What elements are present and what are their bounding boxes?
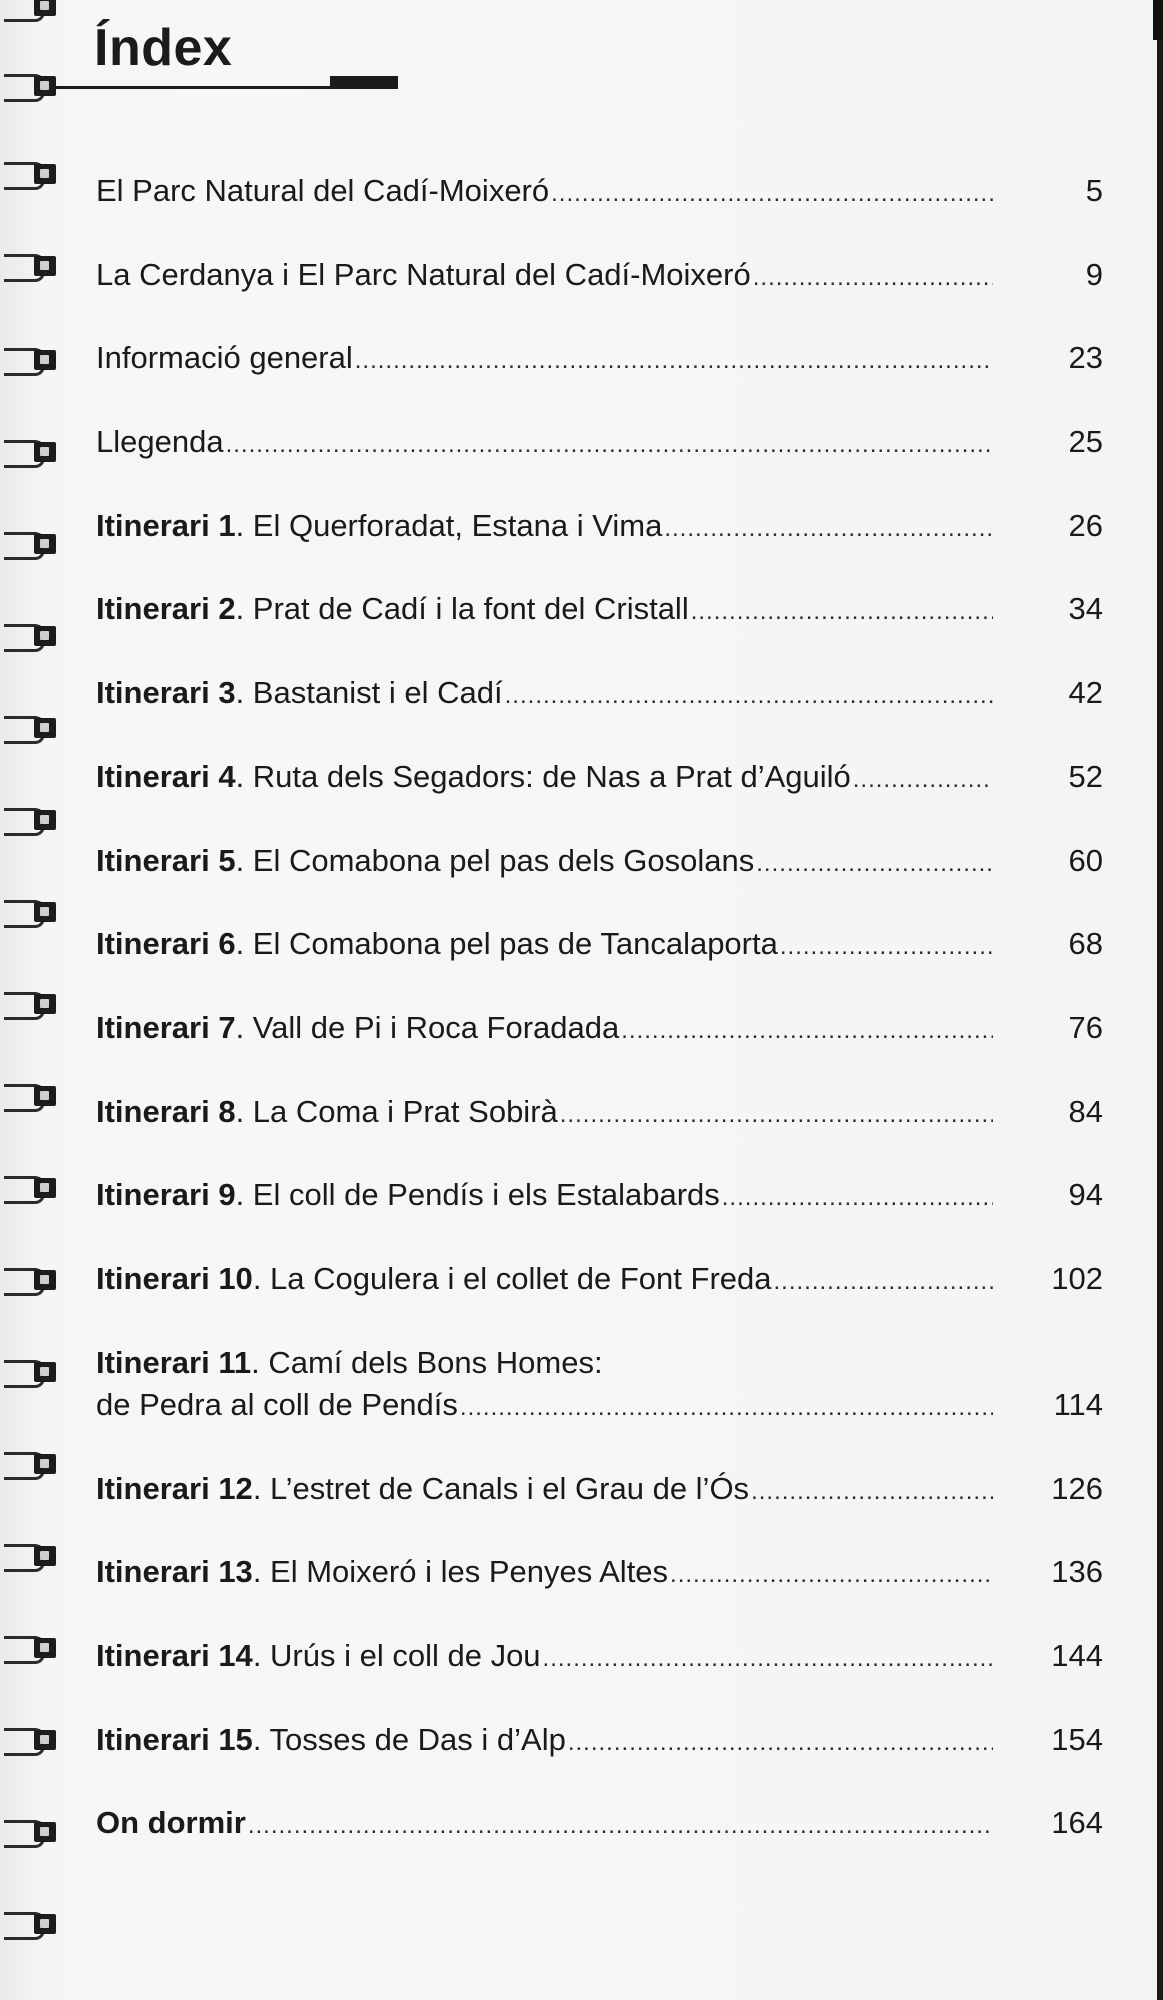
toc-page-number: 102 (1051, 1260, 1103, 1296)
binding-ring (4, 1812, 60, 1850)
toc-entry-line (96, 588, 1103, 633)
toc-entry-line (96, 1635, 1103, 1680)
toc-entry (96, 244, 1103, 328)
toc-entry-text (96, 840, 754, 882)
toc-entry-line (96, 1468, 1103, 1513)
dot-leader (505, 675, 993, 717)
toc-entry-line (96, 1091, 1103, 1136)
dot-leader (543, 1638, 993, 1680)
toc-entry-line (96, 337, 1103, 382)
toc-entry-text (96, 505, 662, 547)
toc-entry (96, 1081, 1103, 1165)
toc-entry-text (96, 1551, 668, 1593)
toc-entry-title: . Camí dels Bons Homes: (251, 1344, 603, 1380)
dot-leader (621, 1010, 993, 1052)
toc-entry-title: . L’estret de Canals i el Grau de l’Ós (252, 1470, 750, 1506)
dot-leader (670, 1554, 993, 1596)
toc-page-number: 68 (1068, 926, 1103, 962)
page-title: Índex (94, 19, 233, 77)
binding-ring (4, 616, 60, 654)
toc-entry-prefix: Itinerari 8 (96, 1093, 236, 1129)
dot-leader (226, 424, 993, 466)
toc-entry-text (96, 1174, 720, 1216)
toc-page-number: 154 (1051, 1721, 1103, 1757)
toc-entry-prefix: Itinerari 4 (96, 758, 236, 794)
toc-entry-line (96, 505, 1103, 550)
toc-entry (96, 160, 1103, 244)
toc-entry-prefix: Itinerari 13 (96, 1554, 253, 1590)
toc-entry-title: . El Comabona pel pas de Tancalaporta (235, 926, 778, 962)
toc-page-number: 9 (1085, 256, 1103, 292)
toc-page-number: 26 (1068, 507, 1103, 543)
toc-entry-title: . Urús i el coll de Jou (252, 1638, 541, 1673)
dot-leader (460, 1387, 993, 1429)
toc-entry (96, 1625, 1103, 1709)
binding-ring (4, 1260, 60, 1298)
toc-entry-line (96, 923, 1103, 968)
binding-ring (4, 66, 60, 104)
table-of-contents (96, 160, 1103, 1876)
toc-entry-title: . Vall de Pi i Roca Foradada (235, 1009, 620, 1045)
page-edge (1157, 0, 1163, 2000)
title-underline-accent (330, 76, 398, 89)
binding-ring (4, 1628, 60, 1666)
dot-leader (722, 1177, 993, 1219)
toc-entry-text (96, 170, 549, 212)
dot-leader (568, 1722, 993, 1764)
toc-entry-line (96, 1719, 1103, 1764)
binding-ring (4, 708, 60, 746)
toc-entry-line (96, 1258, 1103, 1303)
toc-entry-title: . Prat de Cadí i la font del Cristall (235, 591, 689, 627)
toc-entry-text (96, 1091, 558, 1133)
toc-page-number: 126 (1051, 1470, 1103, 1506)
toc-entry-text (96, 1468, 749, 1510)
dot-leader (691, 591, 993, 633)
toc-entry-prefix: Itinerari 1 (96, 507, 236, 543)
toc-entry-prefix: Itinerari 11 (96, 1344, 252, 1380)
binding-ring (4, 340, 60, 378)
dot-leader (355, 340, 993, 382)
toc-entry-first-line (96, 1342, 1076, 1384)
toc-entry-prefix: Itinerari 5 (96, 842, 236, 878)
toc-entry-text (96, 756, 851, 798)
toc-entry-prefix: Itinerari 7 (96, 1009, 236, 1045)
toc-entry-title: . El coll de Pendís i els Estalabards (235, 1177, 720, 1213)
toc-entry (96, 1541, 1103, 1625)
toc-entry-text (96, 588, 689, 630)
toc-entry-line (96, 1384, 1103, 1429)
toc-entry (96, 997, 1103, 1081)
toc-entry-prefix: Itinerari 3 (96, 675, 236, 711)
toc-entry-line (96, 1007, 1103, 1052)
toc-entry-title: Llegenda (96, 424, 224, 460)
toc-entry-title: El Parc Natural del Cadí-Moixeró (96, 173, 550, 208)
toc-entry-title: . Tosses de Das i d’Alp (252, 1721, 566, 1757)
dot-leader (248, 1805, 993, 1847)
toc-entry-line (96, 1551, 1103, 1596)
toc-entry-prefix: Itinerari 15 (96, 1721, 253, 1757)
toc-entry-title: . Ruta dels Segadors: de Nas a Prat d’Aguiló (235, 758, 851, 794)
toc-entry-prefix: On dormir (96, 1805, 246, 1841)
binding-ring (4, 1168, 60, 1206)
toc-entry-text (96, 1384, 458, 1426)
dot-leader (774, 1261, 994, 1303)
dot-leader (780, 926, 993, 968)
toc-entry (96, 830, 1103, 914)
toc-entry (96, 913, 1103, 997)
toc-entry-title: La Cerdanya i El Parc Natural del Cadí-Moixeró (96, 256, 751, 292)
toc-page-number: 84 (1068, 1093, 1103, 1129)
binding-ring (4, 1536, 60, 1574)
page-edge-tick (1153, 0, 1163, 40)
binding-ring (4, 1444, 60, 1482)
toc-entry-text (96, 421, 224, 463)
binding-ring (4, 984, 60, 1022)
toc-page-number: 23 (1068, 340, 1103, 376)
dot-leader (751, 1471, 993, 1513)
toc-entry-line (96, 421, 1103, 466)
toc-page-number: 42 (1068, 675, 1103, 711)
toc-entry-line (96, 1174, 1103, 1219)
binding-ring (4, 800, 60, 838)
binding-ring (4, 524, 60, 562)
binding-ring (4, 246, 60, 284)
toc-entry-prefix: Itinerari 14 (96, 1638, 253, 1673)
binding-ring (4, 0, 60, 24)
toc-entry-text (96, 672, 503, 714)
toc-entry-prefix: Itinerari 6 (96, 926, 236, 962)
toc-entry-text (96, 1635, 541, 1677)
binding-ring (4, 1076, 60, 1114)
dot-leader (853, 759, 993, 801)
binding-ring (4, 892, 60, 930)
toc-entry-text (96, 923, 778, 965)
dot-leader (551, 173, 993, 215)
binding-ring (4, 1352, 60, 1390)
toc-entry (96, 1248, 1103, 1332)
toc-entry-line (96, 1802, 1103, 1847)
toc-page-number: 5 (1085, 173, 1103, 208)
toc-entry (96, 662, 1103, 746)
toc-entry-prefix: Itinerari 9 (96, 1177, 236, 1213)
toc-entry-text (96, 1007, 619, 1049)
binding-ring (4, 1720, 60, 1758)
toc-entry-title: . El Moixeró i les Penyes Altes (252, 1554, 669, 1590)
toc-entry-line (96, 254, 1103, 299)
toc-page-number: 52 (1068, 758, 1103, 794)
dot-leader (560, 1094, 993, 1136)
toc-entry-title-continued: de Pedra al coll de Pendís (96, 1386, 458, 1422)
dot-leader (756, 843, 993, 885)
toc-page-number: 136 (1051, 1554, 1103, 1590)
toc-page-number: 34 (1068, 591, 1103, 627)
toc-entry-text (96, 337, 353, 379)
toc-page-number: 114 (1053, 1386, 1103, 1422)
toc-entry-prefix: Itinerari 2 (96, 591, 236, 627)
toc-entry-prefix: Itinerari 10 (96, 1260, 253, 1296)
binding-ring (4, 154, 60, 192)
toc-page-number: 25 (1068, 424, 1103, 460)
toc-entry (96, 1164, 1103, 1248)
toc-entry (96, 1458, 1103, 1542)
toc-entry (96, 578, 1103, 662)
toc-entry-text (96, 254, 751, 296)
toc-entry (96, 1792, 1103, 1876)
toc-entry (96, 746, 1103, 830)
toc-entry-text (96, 1258, 772, 1300)
binding-ring (4, 1904, 60, 1942)
toc-entry (96, 1709, 1103, 1793)
toc-entry-line (96, 840, 1103, 885)
dot-leader (664, 508, 993, 550)
toc-entry-line (96, 170, 1103, 215)
toc-entry (96, 495, 1103, 579)
toc-entry-line (96, 756, 1103, 801)
toc-page-number: 94 (1068, 1177, 1103, 1213)
binding-ring (4, 432, 60, 470)
toc-entry-text (96, 1802, 246, 1844)
toc-entry-line (96, 672, 1103, 717)
toc-entry-title: . La Coma i Prat Sobirà (235, 1093, 558, 1129)
toc-entry (96, 327, 1103, 411)
toc-page-number: 60 (1068, 842, 1103, 878)
toc-entry-title: . Bastanist i el Cadí (235, 675, 503, 711)
toc-page-number: 144 (1051, 1638, 1103, 1673)
dot-leader (753, 257, 993, 299)
toc-entry-title: . La Cogulera i el collet de Font Freda (252, 1260, 772, 1296)
spiral-binding (0, 0, 70, 2000)
toc-entry-title: Informació general (96, 340, 353, 376)
toc-entry-title: . El Querforadat, Estana i Vima (235, 507, 663, 543)
toc-entry (96, 411, 1103, 495)
toc-entry (96, 1332, 1103, 1458)
toc-page-number: 76 (1068, 1009, 1103, 1045)
toc-entry-title: . El Comabona pel pas dels Gosolans (235, 842, 755, 878)
toc-page-number: 164 (1051, 1805, 1103, 1841)
toc-entry-prefix: Itinerari 12 (96, 1470, 253, 1506)
toc-entry-text (96, 1719, 566, 1761)
